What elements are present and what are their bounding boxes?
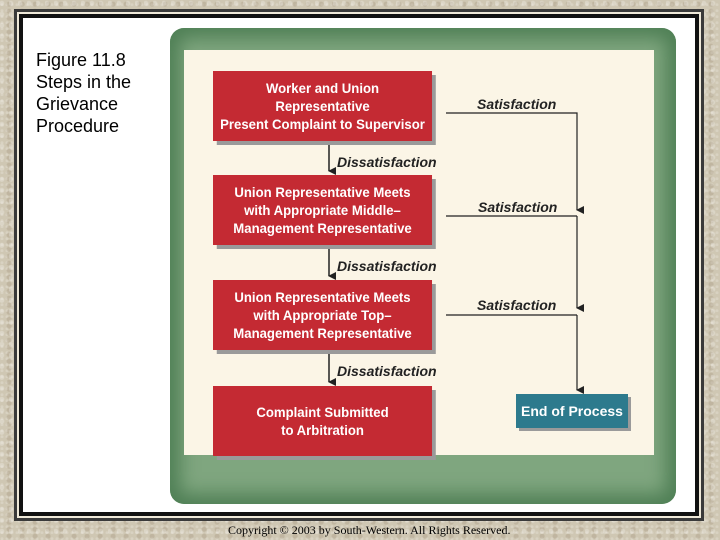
step-4-box bbox=[213, 386, 432, 456]
dissatisfaction-label: Dissatisfaction bbox=[337, 258, 437, 274]
step-3-box bbox=[213, 280, 432, 350]
step-4-line: Complaint Submitted bbox=[256, 404, 389, 420]
satisfaction-label: Satisfaction bbox=[477, 96, 557, 112]
step-3-line: Union Representative Meets bbox=[234, 289, 411, 305]
dissatisfaction-label: Dissatisfaction bbox=[337, 154, 437, 170]
step-1-box bbox=[213, 71, 432, 141]
step-2-line: Management Representative bbox=[233, 220, 412, 236]
end-of-process-box: End of Process bbox=[516, 394, 628, 428]
step-3-line: with Appropriate Top– bbox=[253, 307, 392, 323]
copyright-notice: Copyright © 2003 by South-Western. All Rights Reserved. bbox=[228, 523, 511, 537]
dissatisfaction-label: Dissatisfaction bbox=[337, 363, 437, 379]
figure-title-line: Grievance bbox=[36, 94, 119, 114]
step-3-line: Management Representative bbox=[233, 325, 412, 341]
step-2-box bbox=[213, 175, 432, 245]
step-2-line: Union Representative Meets bbox=[234, 184, 411, 200]
figure-title bbox=[36, 49, 176, 137]
step-1-line: Present Complaint to Supervisor bbox=[220, 116, 425, 132]
step-4-line: to Arbitration bbox=[281, 422, 364, 438]
figure-title-line: Figure 11.8 bbox=[36, 50, 126, 70]
figure-title-line: Procedure bbox=[36, 116, 120, 136]
satisfaction-label: Satisfaction bbox=[477, 297, 557, 313]
step-2-line: with Appropriate Middle– bbox=[244, 202, 401, 218]
figure-title-line: Steps in the bbox=[36, 72, 132, 92]
satisfaction-label: Satisfaction bbox=[478, 199, 558, 215]
step-1-line: Worker and Union Representative bbox=[265, 80, 380, 114]
